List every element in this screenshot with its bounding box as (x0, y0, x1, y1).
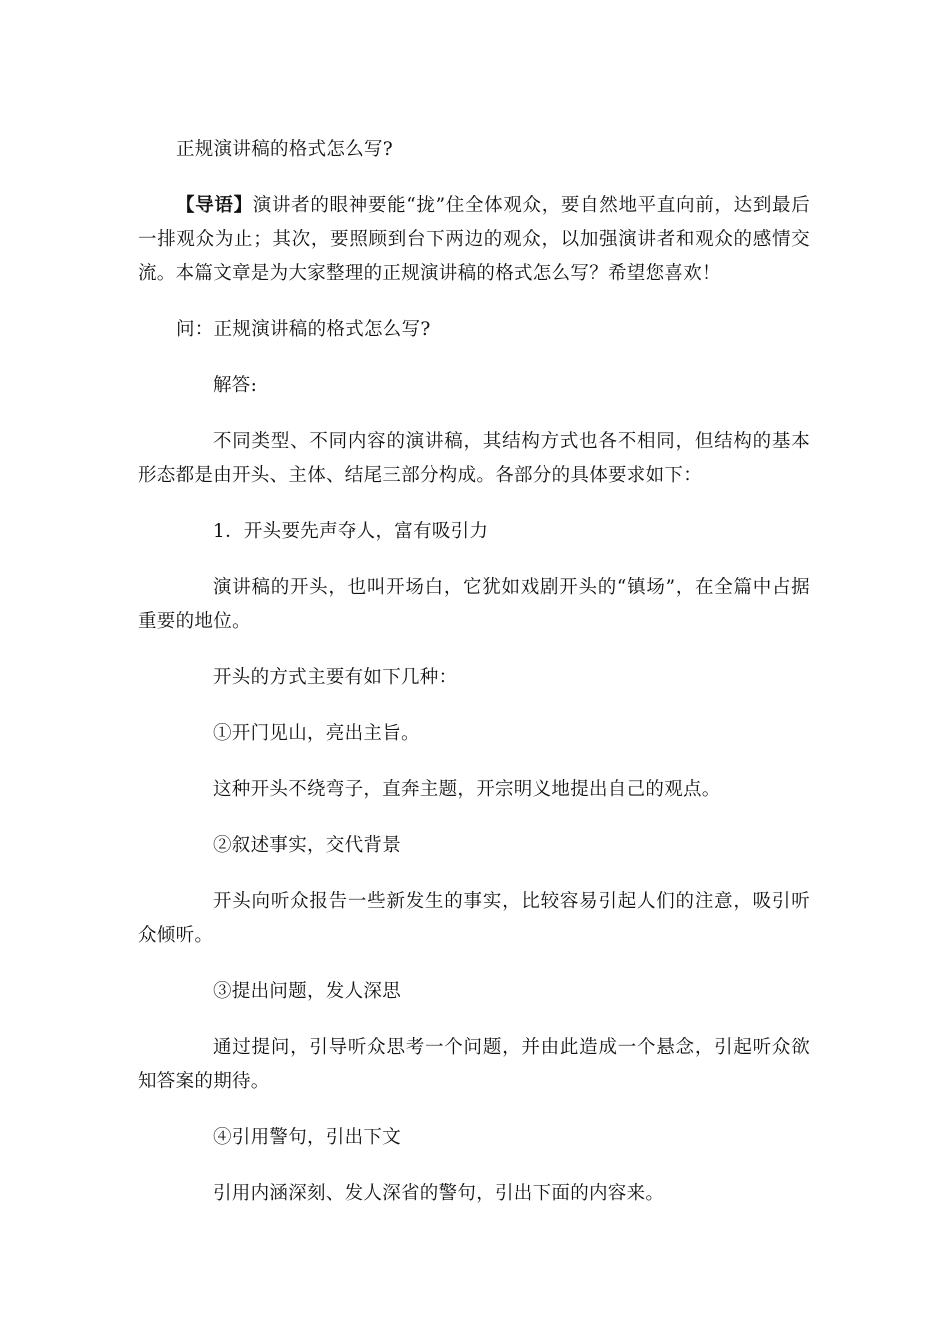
body-paragraph: 开头的方式主要有如下几种： (213, 667, 458, 688)
body-paragraph: 开头向听众报告一些新发生的事实，比较容易引起人们的注意，吸引听众倾听。 (138, 891, 810, 946)
document-title: 正规演讲稿的格式怎么写? (176, 139, 394, 160)
body-paragraph: 引用内涵深刻、发人深省的警句，引出下面的内容来。 (213, 1183, 665, 1204)
answer-label: 解答: (213, 375, 258, 396)
list-item-heading: ③提出问题，发人深思 (213, 981, 402, 1002)
list-item-heading: ①开门见山，亮出主旨。 (213, 723, 420, 744)
question-line: 问：正规演讲稿的格式怎么写? (176, 319, 431, 340)
body-paragraph: 演讲稿的开头，也叫开场白，它犹如戏剧开头的“镇场”，在全篇中占据重要的地位。 (138, 577, 810, 632)
body-paragraph: 这种开头不绕弯子，直奔主题，开宗明义地提出自己的观点。 (213, 779, 721, 800)
intro-paragraph (138, 189, 810, 291)
intro-text: 演讲者的眼神要能“拢”住全体观众，要自然地平直向前，达到最后一排观众为止；其次，要照顾到台下两边的观众，以加强演讲者和观众的感情交流。本篇文章是为大家整理的正规演讲稿的格式怎么写？希望您喜欢！ (138, 195, 810, 284)
intro-tag: 【导语】 (176, 195, 253, 216)
section-heading: 1．开头要先声夺人，富有吸引力 (213, 521, 489, 542)
list-item-heading: ②叙述事实，交代背景 (213, 835, 402, 856)
body-paragraph: 不同类型、不同内容的演讲稿，其结构方式也各不相同，但结构的基本形态都是由开头、主体、结尾三部分构成。各部分的具体要求如下： (138, 431, 810, 486)
list-item-heading: ④引用警句，引出下文 (213, 1127, 402, 1148)
body-paragraph: 通过提问，引导听众思考一个问题，并由此造成一个悬念，引起听众欲知答案的期待。 (138, 1037, 810, 1092)
document-page (138, 133, 810, 1233)
